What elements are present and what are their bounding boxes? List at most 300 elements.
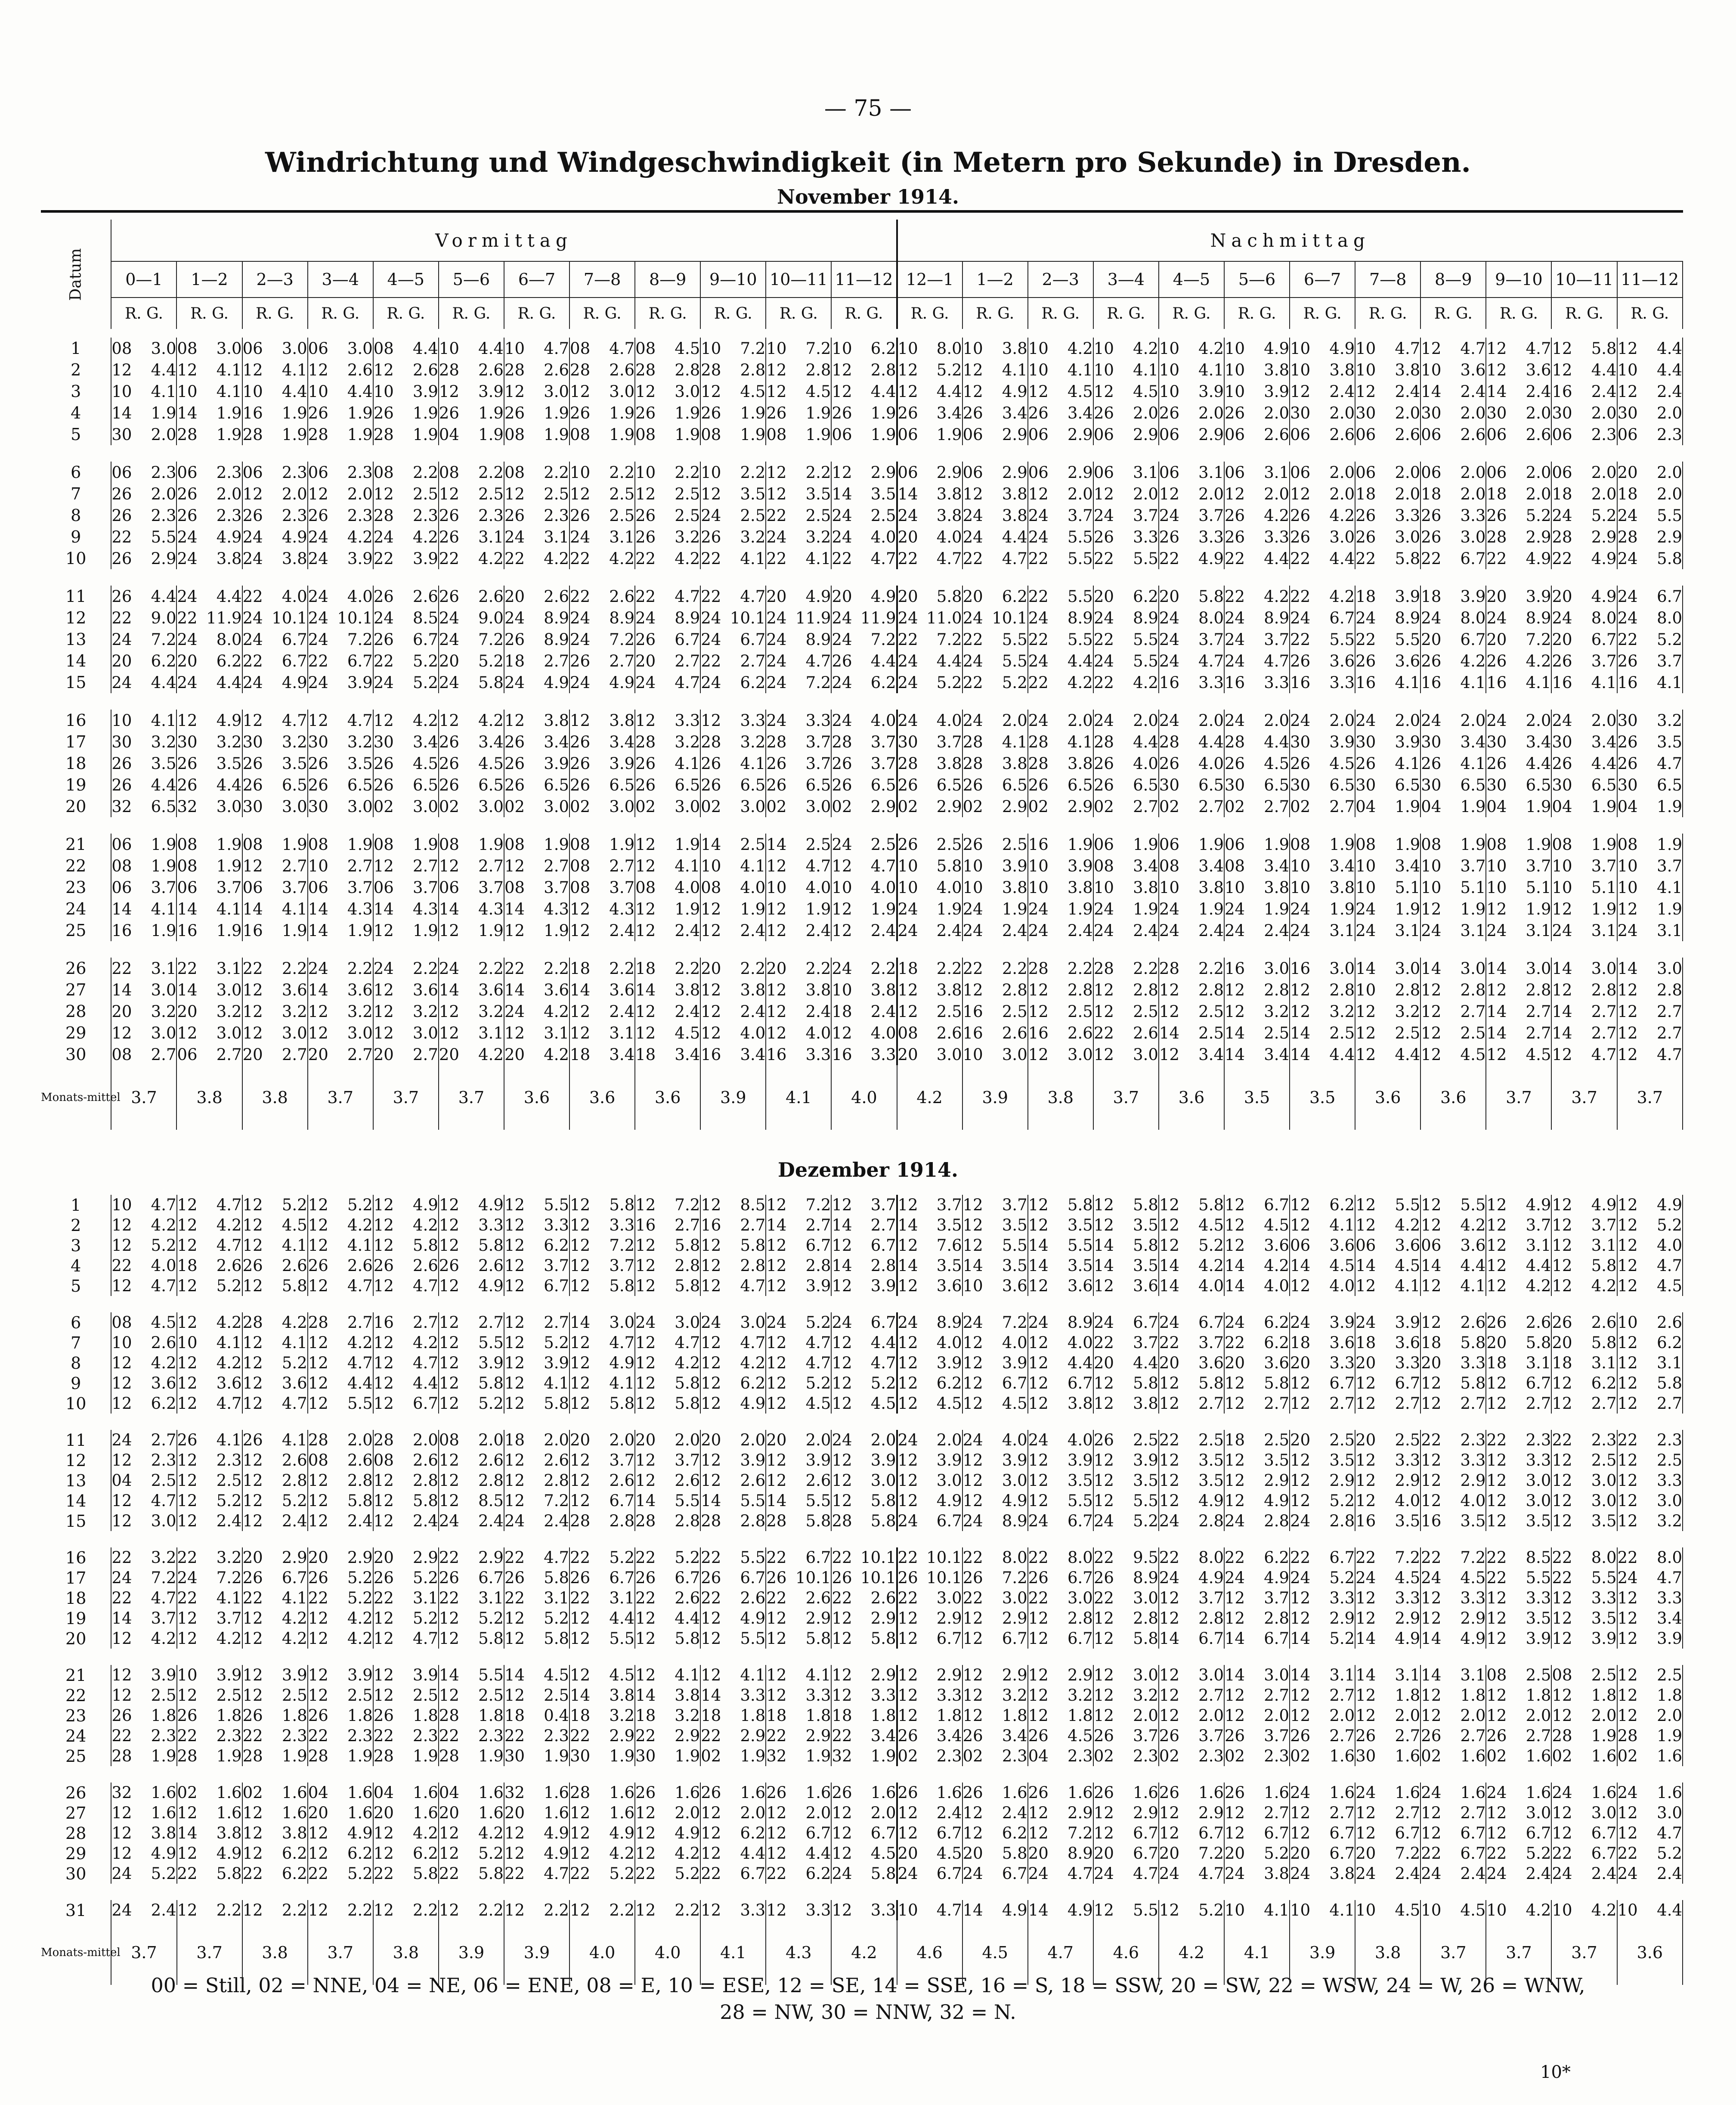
speed-cell: 2.0 (1642, 402, 1683, 424)
speed-cell: 2.4 (594, 920, 635, 941)
speed-cell: 3.0 (201, 1022, 242, 1044)
direction-cell: 12 (242, 1824, 263, 1842)
direction-cell: 18 (1355, 484, 1376, 503)
speed-cell: 5.5 (136, 526, 177, 548)
monthly-mean-value: 3.7 (111, 1065, 176, 1130)
direction-cell: 06 (111, 463, 132, 482)
table-row (41, 774, 1683, 796)
speed-cell: 4.2 (660, 1353, 701, 1373)
direction-cell: 12 (308, 1686, 328, 1705)
direction-cell: 24 (1028, 1864, 1049, 1883)
speed-cell: 5.5 (1052, 548, 1093, 569)
direction-cell: 12 (504, 1216, 525, 1234)
speed-cell: 4.4 (398, 338, 439, 359)
speed-cell: 4.2 (660, 548, 701, 569)
direction-cell: 12 (1355, 1023, 1376, 1042)
speed-cell: 3.8 (1315, 877, 1355, 898)
direction-cell: 26 (373, 587, 394, 606)
direction-cell: 20 (242, 1548, 263, 1567)
direction-cell: 12 (1290, 980, 1311, 999)
direction-cell: 24 (1355, 1569, 1376, 1587)
speed-cell: 3.0 (1118, 1044, 1159, 1065)
direction-cell: 12 (504, 1824, 525, 1842)
direction-cell: 02 (962, 1747, 983, 1765)
speed-cell: 5.2 (1315, 1568, 1355, 1588)
direction-cell: 12 (504, 1491, 525, 1510)
speed-cell: 4.4 (856, 1333, 897, 1353)
speed-cell: 6.2 (922, 1373, 962, 1393)
hour-header: 9—10 (1486, 261, 1551, 298)
speed-cell: 6.7 (398, 1393, 439, 1414)
speed-cell: 3.0 (398, 796, 439, 817)
direction-cell: 12 (897, 1824, 918, 1842)
direction-cell: 02 (962, 797, 983, 816)
speed-cell: 3.1 (594, 1022, 635, 1044)
row-group-gap (41, 445, 1683, 462)
speed-cell: 3.0 (660, 381, 701, 402)
direction-cell: 24 (1552, 711, 1572, 730)
speed-cell: 4.2 (1511, 1276, 1552, 1296)
direction-cell: 10 (1421, 878, 1442, 897)
direction-cell: 24 (1028, 1313, 1049, 1332)
direction-cell: 16 (701, 1216, 721, 1234)
direction-cell: 24 (1290, 608, 1311, 627)
speed-cell: 4.9 (529, 672, 570, 693)
speed-cell: 3.0 (1183, 1665, 1224, 1685)
speed-cell: 3.0 (1315, 526, 1355, 548)
speed-cell: 6.5 (267, 774, 308, 796)
direction-cell: 30 (1225, 775, 1245, 794)
speed-cell: 2.7 (1642, 1001, 1683, 1022)
speed-cell: 2.5 (1183, 1430, 1224, 1450)
speed-cell: 7.2 (594, 629, 635, 650)
speed-cell: 2.0 (1052, 710, 1093, 731)
direction-cell: 12 (1290, 484, 1311, 503)
direction-cell: 12 (832, 360, 852, 379)
speed-cell: 8.0 (1183, 1547, 1224, 1568)
direction-cell: 26 (242, 1431, 263, 1449)
direction-cell: 12 (1486, 1686, 1507, 1705)
direction-cell: 12 (1617, 980, 1638, 999)
speed-cell: 2.6 (398, 1450, 439, 1470)
direction-cell: 12 (111, 360, 132, 379)
speed-cell: 2.9 (1380, 1470, 1421, 1491)
direction-cell: 24 (439, 673, 459, 692)
direction-cell: 24 (1159, 899, 1180, 918)
direction-cell: 24 (1421, 1864, 1442, 1883)
direction-cell: 24 (439, 959, 459, 978)
speed-cell: 5.8 (922, 855, 962, 877)
direction-cell: 20 (1486, 630, 1507, 649)
speed-cell: 3.5 (1511, 1511, 1552, 1531)
direction-cell: 10 (1225, 360, 1245, 379)
direction-cell: 12 (570, 1491, 591, 1510)
direction-cell: 12 (1225, 1236, 1245, 1255)
direction-cell: 14 (570, 1686, 591, 1705)
day-cell: 18 (41, 1588, 111, 1608)
speed-cell: 5.8 (594, 1393, 635, 1414)
speed-cell: 2.2 (267, 1900, 308, 1920)
direction-cell: 12 (635, 1394, 656, 1413)
speed-cell: 3.7 (398, 877, 439, 898)
direction-cell: 12 (373, 1901, 394, 1919)
direction-cell: 10 (1028, 360, 1049, 379)
speed-cell: 4.4 (136, 774, 177, 796)
direction-cell: 12 (373, 360, 394, 379)
speed-cell: 3.2 (1642, 710, 1683, 731)
speed-cell: 1.9 (1380, 834, 1421, 855)
direction-cell: 18 (701, 1706, 721, 1725)
speed-cell: 2.2 (1052, 958, 1093, 979)
speed-cell: 2.0 (1249, 1705, 1290, 1726)
speed-cell: 3.0 (529, 796, 570, 817)
direction-cell: 22 (701, 1727, 721, 1745)
speed-cell: 10.1 (332, 607, 373, 629)
table-row (41, 526, 1683, 548)
speed-cell: 5.8 (1183, 586, 1224, 607)
speed-cell: 1.9 (725, 424, 766, 445)
direction-cell: 22 (242, 651, 263, 670)
direction-cell: 06 (1290, 425, 1311, 444)
speed-cell: 4.4 (791, 1843, 832, 1863)
speed-cell: 4.2 (201, 1628, 242, 1649)
direction-cell: 24 (1093, 608, 1114, 627)
monthly-mean-value: 3.8 (242, 1920, 308, 1985)
speed-cell: 5.8 (1183, 1195, 1224, 1215)
speed-cell: 5.2 (398, 1608, 439, 1628)
direction-cell: 12 (766, 463, 787, 482)
direction-cell: 16 (1421, 1512, 1442, 1530)
r-label: R. (256, 304, 272, 322)
direction-cell: 12 (1486, 1236, 1507, 1255)
table-row (41, 424, 1683, 445)
speed-cell: 1.9 (201, 424, 242, 445)
monthly-mean-value: 4.0 (635, 1920, 700, 1985)
table-row (41, 898, 1683, 920)
r-label: R. (976, 304, 993, 322)
direction-cell: 12 (832, 1804, 852, 1822)
speed-cell: 3.0 (201, 979, 242, 1001)
speed-cell: 3.2 (332, 731, 373, 753)
direction-cell: 12 (308, 360, 328, 379)
speed-cell: 4.0 (1183, 753, 1224, 774)
direction-cell: 12 (635, 1374, 656, 1392)
direction-cell: 12 (373, 711, 394, 730)
speed-cell: 2.7 (332, 1312, 373, 1333)
direction-cell: 22 (111, 527, 132, 546)
speed-cell: 2.9 (725, 1726, 766, 1746)
speed-cell: 1.9 (1576, 898, 1617, 920)
direction-cell: 12 (1355, 1804, 1376, 1822)
speed-cell: 6.7 (922, 1863, 962, 1884)
speed-cell: 2.4 (1445, 381, 1486, 402)
speed-cell: 4.9 (725, 1393, 766, 1414)
speed-cell: 2.5 (136, 1470, 177, 1491)
speed-cell: 3.6 (1380, 1333, 1421, 1353)
direction-cell: 14 (1290, 1256, 1311, 1275)
direction-cell: 12 (242, 1451, 263, 1469)
direction-cell: 32 (504, 1783, 525, 1802)
direction-cell: 12 (635, 1023, 656, 1042)
direction-cell: 12 (1617, 1394, 1638, 1413)
rg-header (766, 298, 831, 329)
speed-cell: 3.8 (1315, 359, 1355, 381)
speed-cell: 4.4 (1576, 753, 1617, 774)
speed-cell: 1.8 (791, 1705, 832, 1726)
speed-cell: 2.7 (1445, 1393, 1486, 1414)
speed-cell: 2.0 (529, 1430, 570, 1450)
speed-cell: 3.7 (201, 1608, 242, 1628)
direction-cell: 12 (701, 1023, 721, 1042)
table-row (41, 607, 1683, 629)
speed-cell: 3.0 (922, 1044, 962, 1065)
direction-cell: 24 (242, 630, 263, 649)
speed-cell: 4.9 (1380, 1628, 1421, 1649)
direction-cell: 14 (1290, 1045, 1311, 1064)
direction-cell: 18 (766, 1706, 787, 1725)
direction-cell: 12 (1486, 1491, 1507, 1510)
direction-cell: 20 (1355, 1431, 1376, 1449)
direction-cell: 12 (373, 1002, 394, 1021)
direction-cell: 12 (1093, 1277, 1114, 1295)
speed-cell: 4.7 (1642, 1256, 1683, 1276)
speed-cell: 2.5 (1052, 1001, 1093, 1022)
direction-cell: 26 (1290, 506, 1311, 525)
direction-cell: 24 (1093, 899, 1114, 918)
direction-cell: 14 (1290, 1629, 1311, 1648)
speed-cell: 3.5 (201, 753, 242, 774)
direction-cell: 12 (1093, 1686, 1114, 1705)
day-cell: 13 (41, 1470, 111, 1491)
speed-cell: 3.0 (267, 338, 308, 359)
direction-cell: 12 (1421, 1686, 1442, 1705)
speed-cell: 1.6 (1315, 1783, 1355, 1803)
direction-cell: 22 (635, 587, 656, 606)
direction-cell: 20 (897, 1045, 918, 1064)
day-cell: 17 (41, 1568, 111, 1588)
table-row (41, 1511, 1683, 1531)
speed-cell: 3.9 (398, 1665, 439, 1685)
direction-cell: 12 (439, 484, 459, 503)
direction-cell: 12 (373, 1277, 394, 1295)
speed-cell: 4.1 (1445, 753, 1486, 774)
direction-cell: 12 (1421, 1023, 1442, 1042)
speed-cell: 4.0 (987, 1430, 1028, 1450)
speed-cell: 7.2 (1445, 1547, 1486, 1568)
speed-cell: 7.2 (1511, 629, 1552, 650)
direction-cell: 12 (962, 1451, 983, 1469)
direction-cell: 12 (1028, 1216, 1049, 1234)
direction-cell: 22 (635, 1727, 656, 1745)
speed-cell: 4.7 (1183, 650, 1224, 672)
day-cell: 2 (41, 1215, 111, 1235)
speed-cell: 5.8 (660, 1628, 701, 1649)
direction-cell: 10 (111, 382, 132, 401)
direction-cell: 24 (242, 549, 263, 568)
speed-cell: 3.6 (1380, 1235, 1421, 1256)
speed-cell: 2.8 (1445, 979, 1486, 1001)
direction-cell: 12 (1421, 1451, 1442, 1469)
direction-cell: 14 (1159, 1277, 1179, 1295)
direction-cell: 24 (832, 673, 852, 692)
direction-cell: 12 (504, 382, 525, 401)
table-row (41, 483, 1683, 505)
direction-cell: 02 (897, 1747, 918, 1765)
direction-cell: 12 (570, 1354, 591, 1372)
direction-cell: 12 (242, 1374, 263, 1392)
direction-cell: 24 (308, 549, 328, 568)
speed-cell: 3.9 (1511, 1628, 1552, 1649)
speed-cell: 3.6 (136, 1373, 177, 1393)
speed-cell: 8.0 (1183, 607, 1224, 629)
direction-cell: 24 (1093, 651, 1114, 670)
speed-cell: 4.9 (1642, 1195, 1683, 1215)
speed-cell: 3.2 (725, 526, 766, 548)
speed-cell: 4.4 (201, 672, 242, 693)
speed-cell: 3.3 (791, 1685, 832, 1705)
speed-cell: 5.2 (463, 650, 504, 672)
rg-header (897, 298, 962, 329)
rg-header (1617, 298, 1683, 329)
direction-cell: 12 (1290, 1216, 1311, 1234)
speed-cell: 2.6 (660, 1588, 701, 1608)
speed-cell: 4.4 (987, 526, 1028, 548)
speed-cell: 3.0 (1052, 1588, 1093, 1608)
speed-cell: 3.7 (660, 1450, 701, 1470)
speed-cell: 1.9 (1380, 796, 1421, 817)
direction-cell: 12 (766, 360, 787, 379)
speed-cell: 1.9 (136, 920, 177, 941)
direction-cell: 24 (1225, 630, 1245, 649)
direction-cell: 12 (701, 1354, 721, 1372)
speed-cell: 4.5 (856, 1393, 897, 1414)
speed-cell: 4.7 (529, 1863, 570, 1884)
direction-cell: 26 (1355, 651, 1376, 670)
monthly-mean-value: 3.7 (308, 1065, 373, 1130)
table-row (41, 548, 1683, 569)
speed-cell: 1.9 (1511, 834, 1552, 855)
speed-cell: 4.7 (1052, 1863, 1093, 1884)
direction-cell: 14 (111, 899, 132, 918)
direction-cell: 12 (111, 1023, 132, 1042)
direction-cell: 22 (177, 1864, 198, 1883)
direction-cell: 26 (897, 835, 918, 854)
direction-cell: 24 (1290, 1864, 1311, 1883)
direction-cell: 24 (1355, 921, 1376, 940)
speed-cell: 3.1 (1380, 920, 1421, 941)
speed-cell: 4.9 (1249, 1568, 1290, 1588)
speed-cell: 3.0 (1642, 958, 1683, 979)
speed-cell: 2.3 (201, 462, 242, 483)
speed-cell: 4.0 (922, 1333, 962, 1353)
speed-cell: 1.6 (1380, 1783, 1421, 1803)
table-row (41, 1588, 1683, 1608)
direction-cell: 12 (962, 484, 983, 503)
table-row (41, 1705, 1683, 1726)
hour-header: 10—11 (1551, 261, 1617, 298)
direction-cell: 24 (635, 673, 656, 692)
direction-cell: 12 (111, 1491, 132, 1510)
speed-cell: 5.5 (660, 1491, 701, 1511)
speed-cell: 4.7 (398, 1276, 439, 1296)
speed-cell: 3.7 (1249, 1588, 1290, 1608)
speed-cell: 2.9 (660, 1726, 701, 1746)
speed-cell: 4.9 (1183, 1491, 1224, 1511)
speed-cell: 3.3 (1315, 672, 1355, 693)
direction-cell: 26 (504, 1569, 525, 1587)
speed-cell: 3.0 (267, 796, 308, 817)
direction-cell: 12 (1552, 1256, 1572, 1275)
direction-cell: 04 (1355, 797, 1376, 816)
speed-cell: 1.9 (1183, 898, 1224, 920)
direction-cell: 10 (111, 711, 132, 730)
speed-cell: 3.0 (1380, 526, 1421, 548)
speed-cell: 5.5 (594, 1628, 635, 1649)
direction-cell: 20 (177, 651, 198, 670)
speed-cell: 6.2 (529, 1235, 570, 1256)
direction-cell: 24 (1225, 651, 1245, 670)
speed-cell: 3.5 (1380, 1511, 1421, 1531)
direction-cell: 22 (701, 1589, 721, 1607)
speed-cell: 3.8 (987, 753, 1028, 774)
speed-cell: 4.9 (1511, 1195, 1552, 1215)
direction-cell: 04 (1421, 797, 1442, 816)
day-cell: 25 (41, 920, 111, 941)
direction-cell: 24 (1355, 1313, 1376, 1332)
day-cell: 3 (41, 381, 111, 402)
speed-cell: 1.9 (660, 1746, 701, 1766)
direction-cell: 26 (111, 1706, 132, 1725)
day-cell: 16 (41, 710, 111, 731)
speed-cell: 3.3 (922, 1685, 962, 1705)
g-label: G. (801, 304, 818, 322)
speed-cell: 4.1 (594, 1373, 635, 1393)
speed-cell: 1.6 (660, 1783, 701, 1803)
direction-cell: 14 (1225, 1023, 1245, 1042)
speed-cell: 2.9 (856, 1608, 897, 1628)
speed-cell: 4.7 (987, 548, 1028, 569)
direction-cell: 14 (1421, 1256, 1442, 1275)
direction-cell: 12 (570, 1196, 591, 1214)
direction-cell: 10 (962, 1045, 983, 1064)
speed-cell: 5.5 (725, 1628, 766, 1649)
speed-cell: 4.1 (1315, 1900, 1355, 1920)
direction-cell: 30 (1617, 775, 1638, 794)
speed-cell: 4.0 (136, 1256, 177, 1276)
table-row (41, 672, 1683, 693)
direction-cell: 08 (1225, 856, 1245, 875)
speed-cell: 7.2 (1052, 1823, 1093, 1843)
speed-cell: 3.6 (1249, 1235, 1290, 1256)
direction-cell: 18 (635, 1045, 656, 1064)
direction-cell: 20 (962, 587, 983, 606)
monthly-mean-value: 3.6 (1159, 1065, 1224, 1130)
direction-cell: 28 (1028, 754, 1049, 773)
direction-cell: 12 (1159, 484, 1180, 503)
speed-cell: 2.9 (987, 1665, 1028, 1685)
direction-cell: 26 (242, 1256, 263, 1275)
monthly-mean-value: 4.0 (831, 1065, 897, 1130)
speed-cell: 4.1 (1380, 672, 1421, 693)
direction-cell: 12 (832, 1686, 852, 1705)
direction-cell: 26 (504, 732, 525, 751)
direction-cell: 12 (897, 1333, 918, 1352)
direction-cell: 14 (177, 403, 198, 422)
direction-cell: 12 (1421, 1706, 1442, 1725)
speed-cell: 2.9 (791, 1608, 832, 1628)
speed-cell: 8.9 (791, 629, 832, 650)
direction-cell: 06 (1290, 1236, 1311, 1255)
